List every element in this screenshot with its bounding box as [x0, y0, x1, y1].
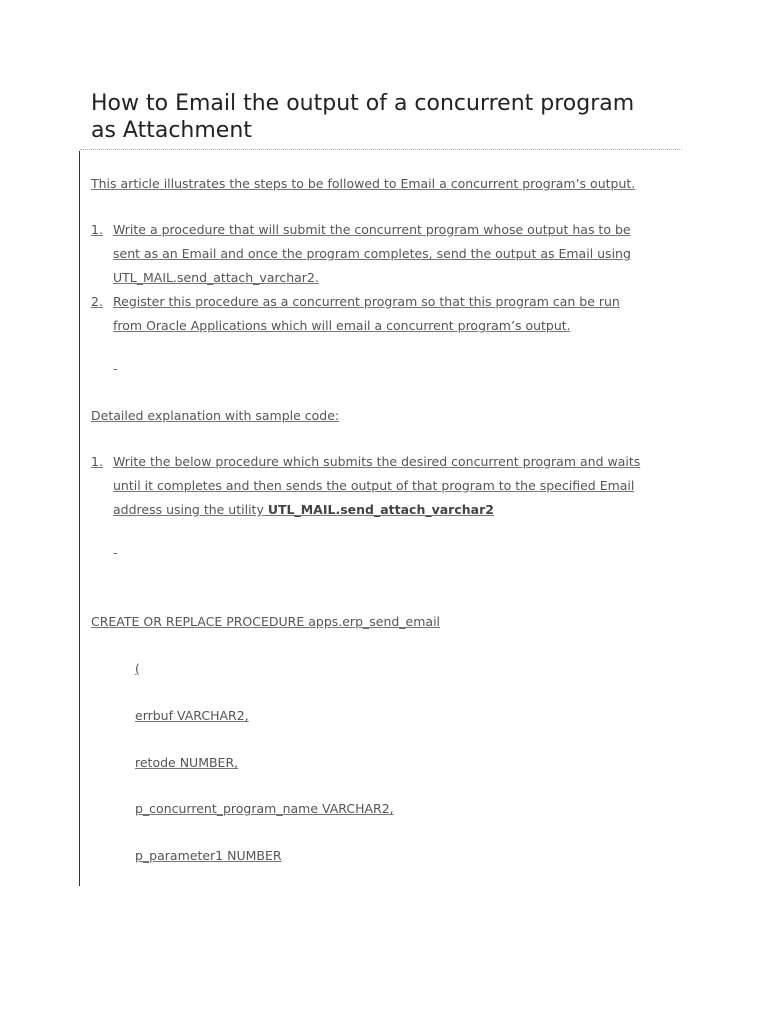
- detail-step-line-3: [113, 498, 494, 522]
- code-open-paren: (: [135, 661, 140, 676]
- title-divider: [80, 149, 682, 150]
- utl-mail-function-name: UTL_MAIL.send_attach_varchar2: [267, 502, 494, 517]
- step-1-line-1: Write a procedure that will submit the concurrent program whose output has to be: [113, 222, 631, 237]
- intro-paragraph: This article illustrates the steps to be followed to Email a concurrent program’s output.: [91, 176, 636, 191]
- article-title: [91, 90, 691, 144]
- code-param-retode: retode NUMBER,: [135, 755, 239, 770]
- separator-dash-2: -: [113, 545, 118, 560]
- code-param-program-name: p_concurrent_program_name VARCHAR2,: [135, 801, 394, 816]
- step-1-line-3: UTL_MAIL.send_attach_varchar2.: [113, 270, 319, 285]
- step-1-line-2: sent as an Email and once the program completes, send the output as Email using: [113, 246, 631, 261]
- step-2-line-2: from Oracle Applications which will email a concurrent program’s output.: [113, 318, 571, 333]
- left-border-line: [79, 151, 80, 886]
- detail-step-line-2: until it completes and then sends the output of that program to the specified Email: [113, 478, 635, 493]
- code-param-parameter1: p_parameter1 NUMBER: [135, 848, 282, 863]
- step-1-number: 1.: [91, 222, 103, 237]
- separator-dash-1: -: [113, 361, 118, 376]
- step-2-line-1: Register this procedure as a concurrent program so that this program can be run: [113, 294, 620, 309]
- detail-step-line-3-text: address using the utility: [113, 502, 268, 517]
- article-title-line-1: How to Email the output of a concurrent program: [91, 91, 635, 116]
- code-param-errbuf: errbuf VARCHAR2,: [135, 708, 249, 723]
- code-create-procedure-line: CREATE OR REPLACE PROCEDURE apps.erp_send_email: [91, 614, 441, 629]
- detail-step-number: 1.: [91, 454, 103, 469]
- detail-step-line-1: Write the below procedure which submits the desired concurrent program and waits: [113, 454, 641, 469]
- detail-heading: Detailed explanation with sample code:: [91, 408, 340, 423]
- step-2-number: 2.: [91, 294, 103, 309]
- article-title-line-2: as Attachment: [91, 118, 252, 143]
